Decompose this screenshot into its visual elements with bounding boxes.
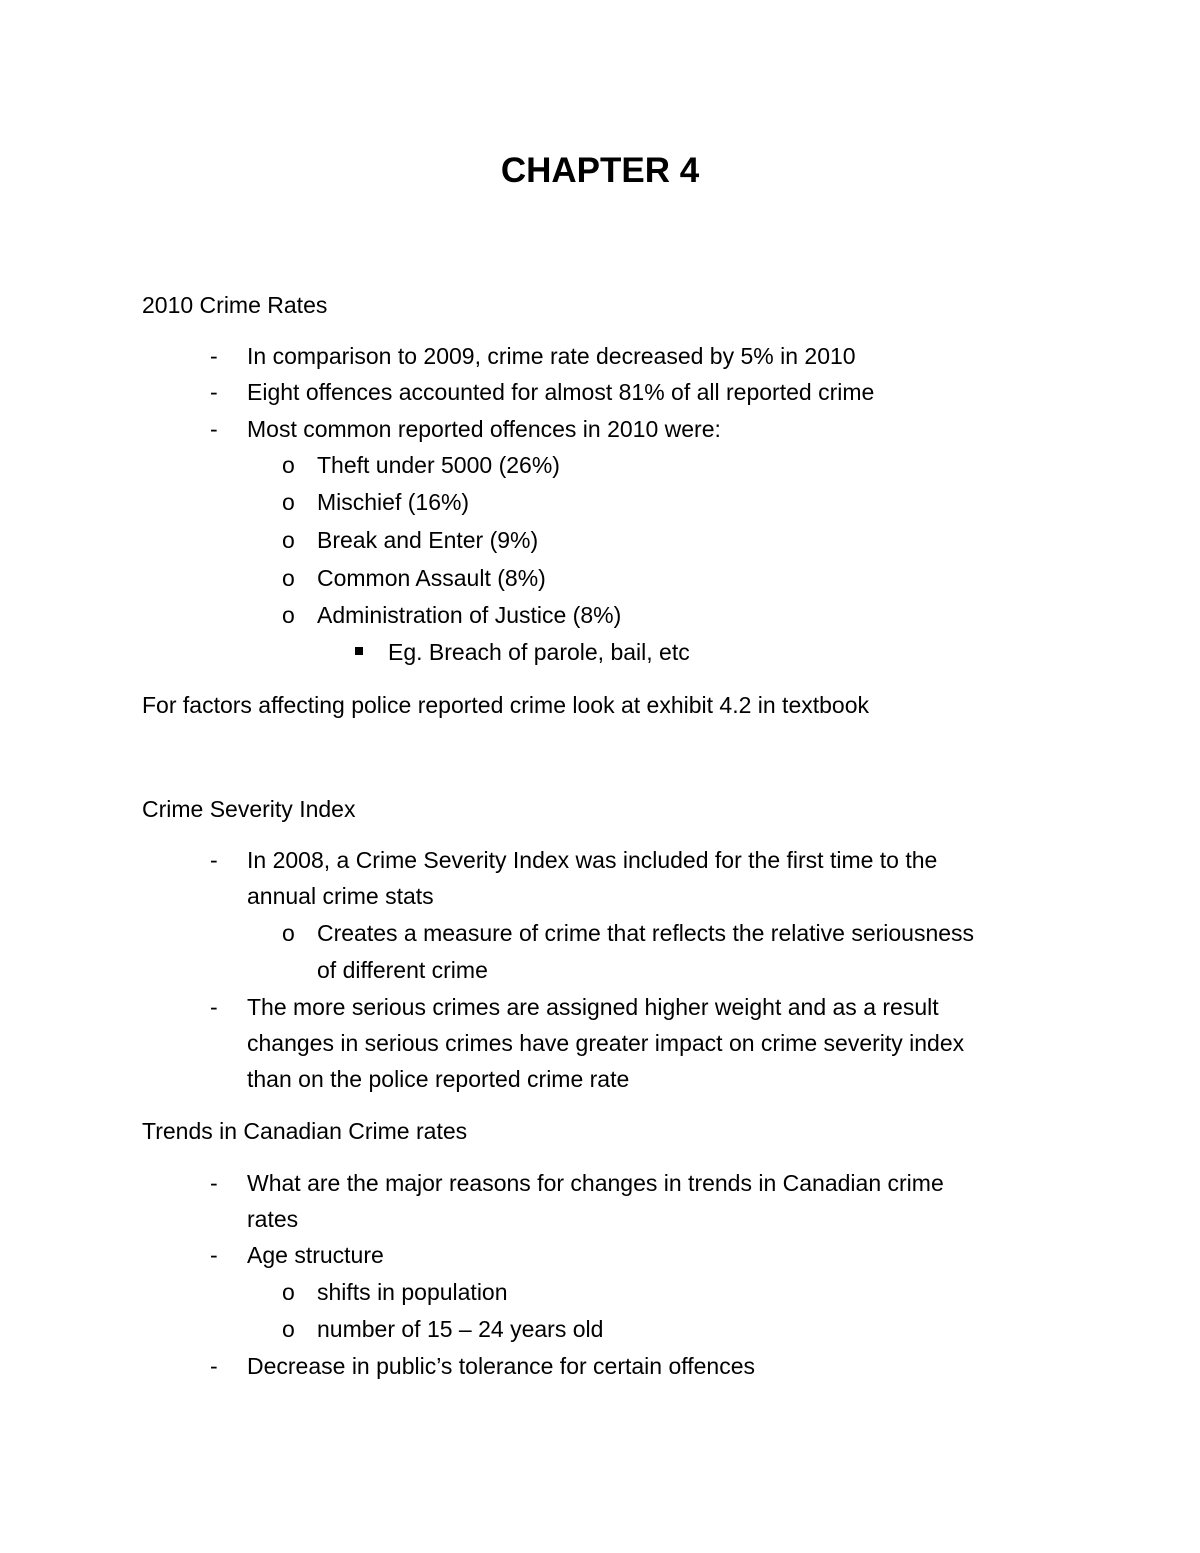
dash-bullet: - (210, 994, 218, 1020)
list-item-continuation: annual crime stats (247, 883, 434, 909)
dash-bullet: - (210, 416, 218, 442)
circle-bullet: o (282, 527, 295, 553)
sub-list-item-continuation: of different crime (317, 957, 488, 983)
list-item-continuation: changes in serious crimes have greater impact on crime severity index (247, 1030, 965, 1056)
circle-bullet: o (282, 1279, 295, 1305)
list-item-continuation: than on the police reported crime rate (247, 1066, 630, 1092)
square-bullet-icon (355, 647, 363, 655)
circle-bullet: o (282, 602, 295, 628)
sub-list-item: Theft under 5000 (26%) (317, 452, 560, 478)
dash-bullet: - (210, 1353, 218, 1379)
dash-bullet: - (210, 343, 218, 369)
page-title: CHAPTER 4 (500, 151, 700, 190)
sub-list-item: Common Assault (8%) (317, 565, 546, 591)
list-item: The more serious crimes are assigned higher weight and as a result (247, 994, 939, 1020)
list-item: What are the major reasons for changes in trends in Canadian crime (247, 1170, 944, 1196)
circle-bullet: o (282, 1316, 295, 1342)
dash-bullet: - (210, 1242, 218, 1268)
dash-bullet: - (210, 1170, 218, 1196)
sub-list-item: number of 15 – 24 years old (317, 1316, 604, 1342)
list-item: Eight offences accounted for almost 81% of all reported crime (247, 379, 875, 405)
list-item: In 2008, a Crime Severity Index was included for the first time to the (247, 847, 938, 873)
sub-list-item: Administration of Justice (8%) (317, 602, 622, 628)
factors-note: For factors affecting police reported crime look at exhibit 4.2 in textbook (142, 692, 870, 718)
list-item: Decrease in public’s tolerance for certain offences (247, 1353, 755, 1379)
list-item: Age structure (247, 1242, 384, 1268)
sub-list-item: Creates a measure of crime that reflects the relative seriousness (317, 920, 975, 946)
sub-list-item: Mischief (16%) (317, 489, 470, 515)
circle-bullet: o (282, 489, 295, 515)
circle-bullet: o (282, 920, 295, 946)
sub-list-item: Break and Enter (9%) (317, 527, 539, 553)
list-item: In comparison to 2009, crime rate decreased by 5% in 2010 (247, 343, 856, 369)
circle-bullet: o (282, 452, 295, 478)
dash-bullet: - (210, 379, 218, 405)
list-item: Most common reported offences in 2010 were: (247, 416, 721, 442)
sub-list-item: shifts in population (317, 1279, 508, 1305)
dash-bullet: - (210, 847, 218, 873)
list-item-continuation: rates (247, 1206, 299, 1232)
section-heading-trends: Trends in Canadian Crime rates (142, 1118, 468, 1144)
section-heading-crime-rates: 2010 Crime Rates (142, 292, 328, 318)
circle-bullet: o (282, 565, 295, 591)
sub-sub-list-item: Eg. Breach of parole, bail, etc (388, 639, 690, 665)
section-heading-crime-severity: Crime Severity Index (142, 796, 356, 822)
